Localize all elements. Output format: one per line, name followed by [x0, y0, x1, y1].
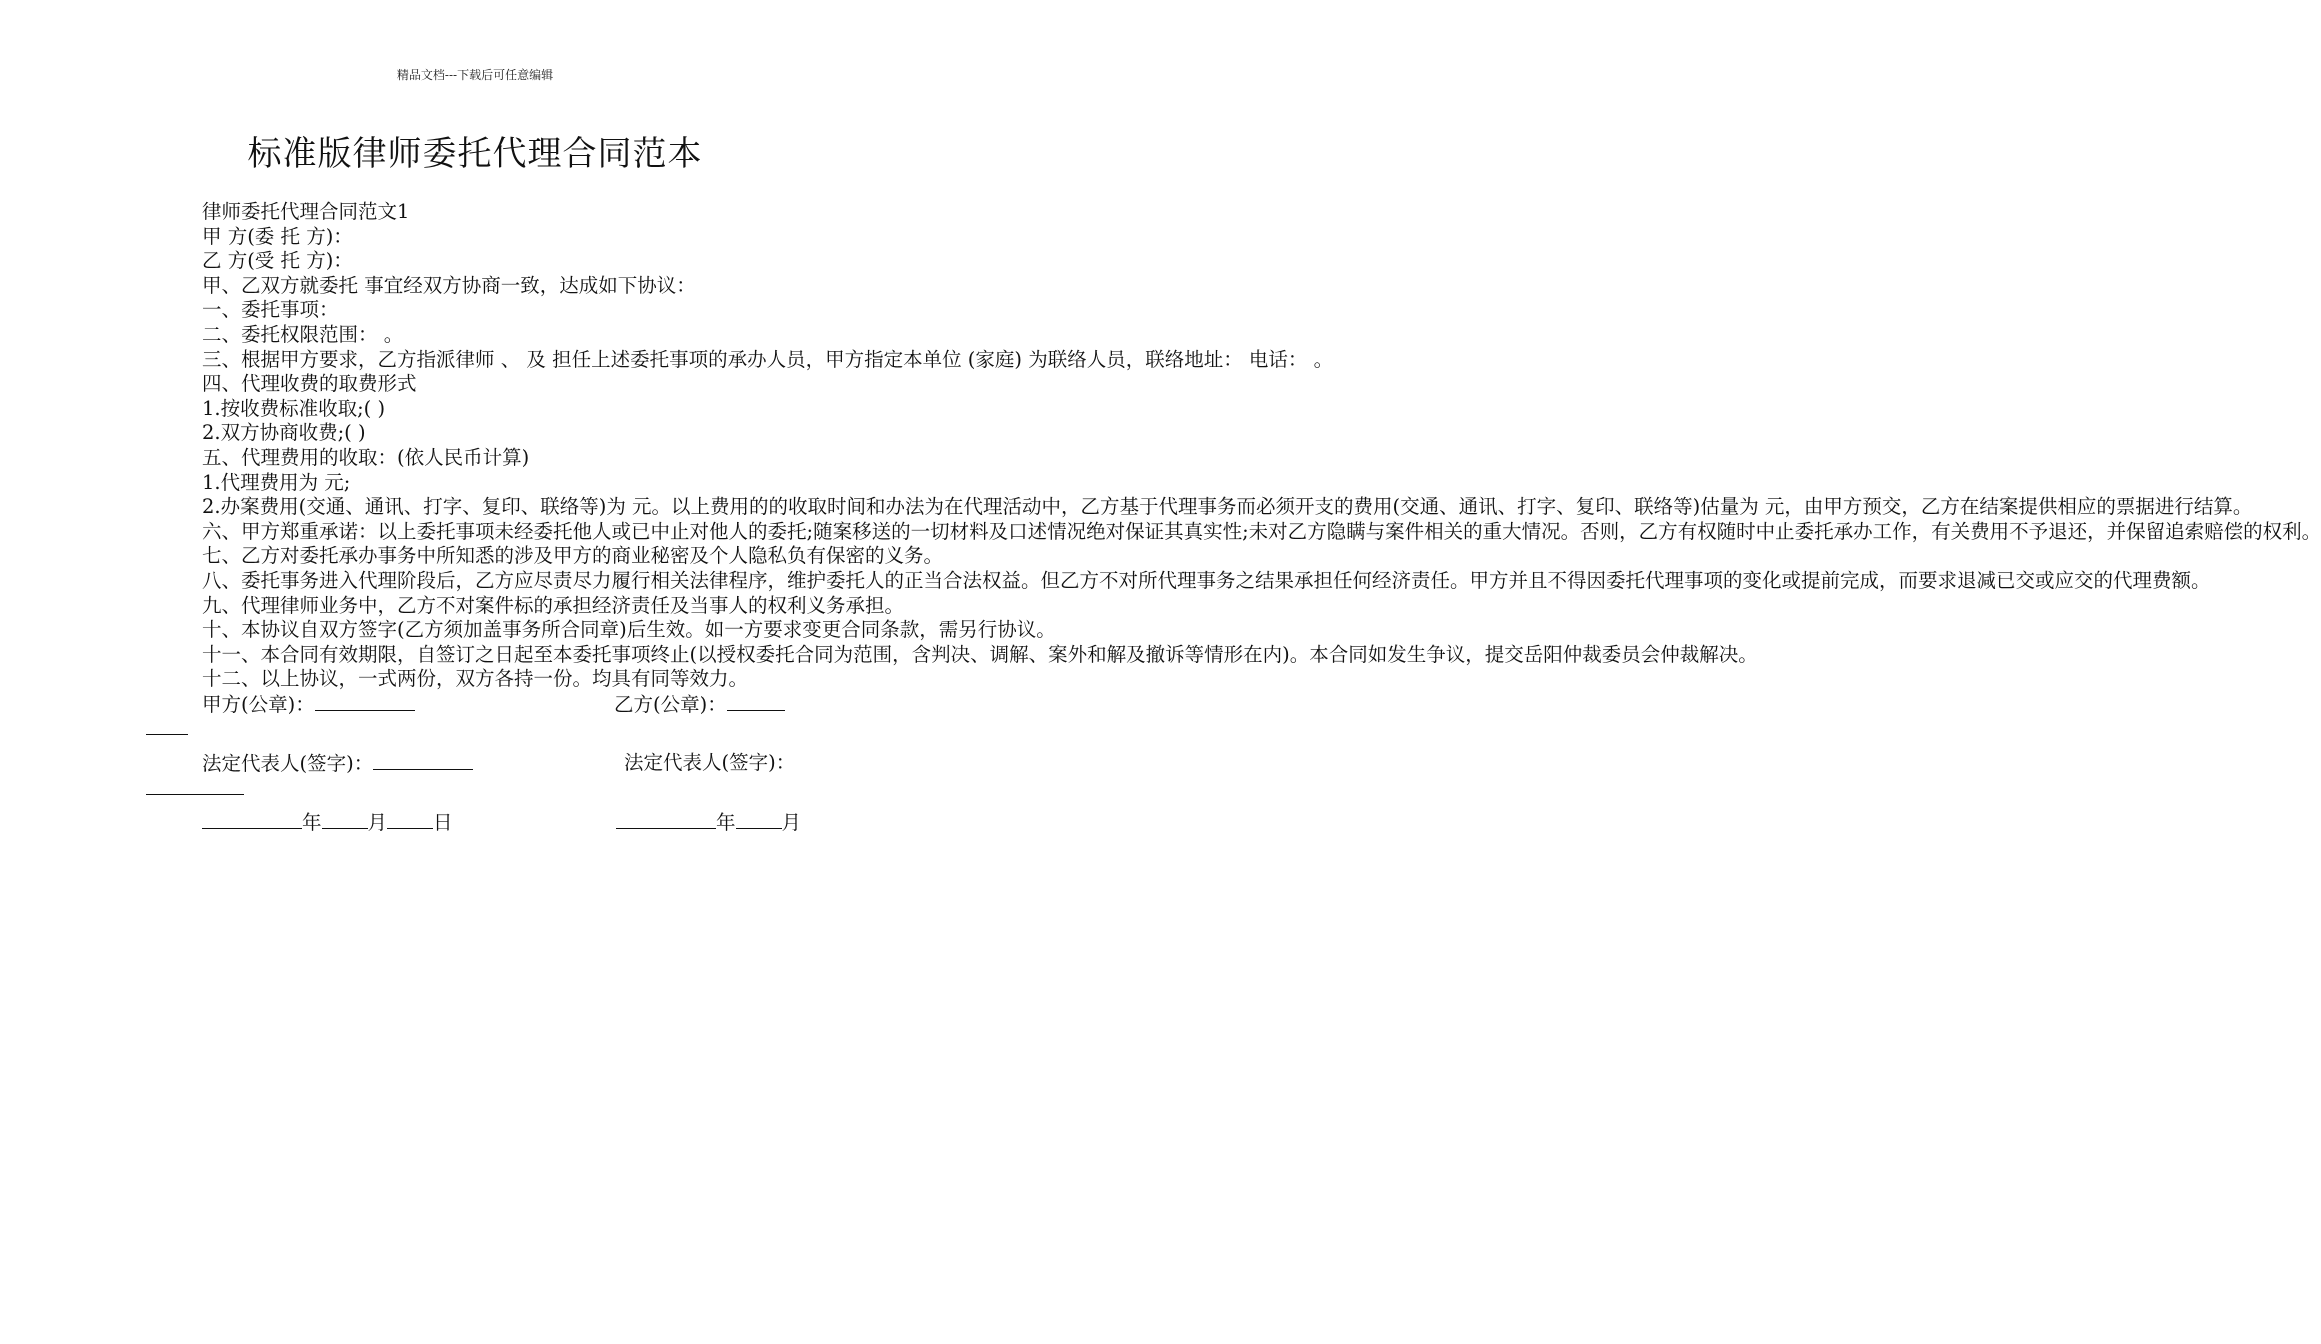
day-a-label: 日 [433, 811, 453, 835]
seal-row [146, 692, 808, 717]
clause-5: 五、代理费用的收取：(依人民币计算) [202, 445, 530, 469]
clause-4: 四、代理收费的取费形式 [202, 372, 417, 396]
clause-6: 六、甲方郑重承诺：以上委托事项未经委托他人或已中止对他人的委托;随案移送的一切材料及口述情况绝对保证其真实性;未对乙方隐瞒与案件相关的重大情况。否则，乙方有权随时中止委托承办工作，有关费用不予退还，并保留追索赔偿的权利。 [202, 519, 2321, 543]
year-a-blank [202, 810, 302, 829]
party-a-seal-blank [315, 692, 415, 711]
agreement-intro: 甲、乙双方就委托 事宜经双方协商一致，达成如下协议： [202, 273, 696, 297]
clause-8: 八、委托事务进入代理阶段后，乙方应尽责尽力履行相关法律程序，维护委托人的正当合法权益。但乙方不对所代理事务之结果承担任何经济责任。甲方并且不得因委托代理事项的变化或提前完成，而要求退减已交或应交的代理费额。 [202, 568, 2211, 592]
party-b-seal-field [614, 692, 785, 718]
rep-row [146, 751, 808, 776]
seal-overflow-row [146, 716, 808, 741]
clause-10: 十、本协议自双方签字(乙方须加盖事务所合同章)后生效。如一方要求变更合同条款，需另行协议。 [202, 618, 1056, 642]
party-b-seal-label: 乙方(公章)： [614, 692, 727, 716]
year-b-label: 年 [716, 811, 736, 835]
party-b-seal-blank [727, 692, 785, 711]
rep-overflow-row [146, 776, 808, 801]
month-a-label: 月 [367, 811, 388, 835]
clause-12: 十二、以上协议，一式两份，双方各持一份。均具有同等效力。 [202, 667, 749, 691]
clause-5-item-2: 2.办案费用(交通、通讯、打字、复印、联络等)为 元。以上费用的的收取时间和办法为在代理活动中，乙方基于代理事务而必须开支的费用(交通、通讯、打字、复印、联络等)估量为 元，由甲方预交，乙方在结案提供相应的票据进行结算。 [202, 495, 2253, 519]
year-b-blank [616, 810, 716, 829]
clause-11: 十一、本合同有效期限，自签订之日起至本委托事项终止(以授权委托合同为范围，含判决、调解、案外和解及撤诉等情形在内)。本合同如发生争议，提交岳阳仲裁委员会仲裁解决。 [202, 642, 1758, 666]
party-a-line: 甲 方(委 托 方)： [202, 224, 353, 248]
party-b-seal-blank-cont [146, 716, 188, 735]
party-a-seal-field [202, 692, 415, 718]
party-b-line: 乙 方(受 托 方)： [202, 249, 353, 273]
clause-7: 七、乙方对委托承办事务中所知悉的涉及甲方的商业秘密及个人隐私负有保密的义务。 [202, 544, 944, 568]
clause-3: 三、根据甲方要求，乙方指派律师 、 及 担任上述委托事项的承办人员，甲方指定本单位 (家庭) 为联络人员，联络地址： 电话： 。 [202, 347, 1334, 371]
clause-2: 二、委托权限范围： 。 [202, 322, 404, 346]
day-a-blank [387, 810, 433, 829]
month-b-blank [736, 810, 782, 829]
rep-a-blank [373, 751, 473, 770]
clause-5-item-1: 1.代理费用为 元; [202, 470, 351, 494]
subtitle-line: 律师委托代理合同范文1 [202, 200, 410, 223]
contract-body [146, 200, 2321, 835]
month-a-blank [322, 810, 368, 829]
rep-a-label: 法定代表人(签字)： [202, 752, 374, 776]
clause-4-item-1: 1.按收费标准收取;( ) [202, 396, 386, 420]
rep-b-label: 法定代表人(签字)： [624, 751, 796, 775]
date-row [146, 810, 808, 835]
rep-a-field [202, 751, 473, 777]
clause-9: 九、代理律师业务中，乙方不对案件标的承担经济责任及当事人的权利义务承担。 [202, 593, 905, 617]
date-a [202, 810, 453, 836]
month-b-label: 月 [781, 811, 802, 835]
clause-4-item-2: 2.双方协商收费;( ) [202, 421, 366, 445]
header-note: 精品文档---下载后可任意编辑 [396, 68, 554, 82]
clause-1: 一、委托事项： [202, 298, 339, 322]
date-b [616, 810, 801, 836]
year-a-label: 年 [302, 811, 322, 835]
document-title: 标准版律师委托代理合同范本 [247, 134, 703, 174]
party-a-seal-label: 甲方(公章)： [202, 692, 315, 716]
rep-b-blank [146, 776, 244, 795]
